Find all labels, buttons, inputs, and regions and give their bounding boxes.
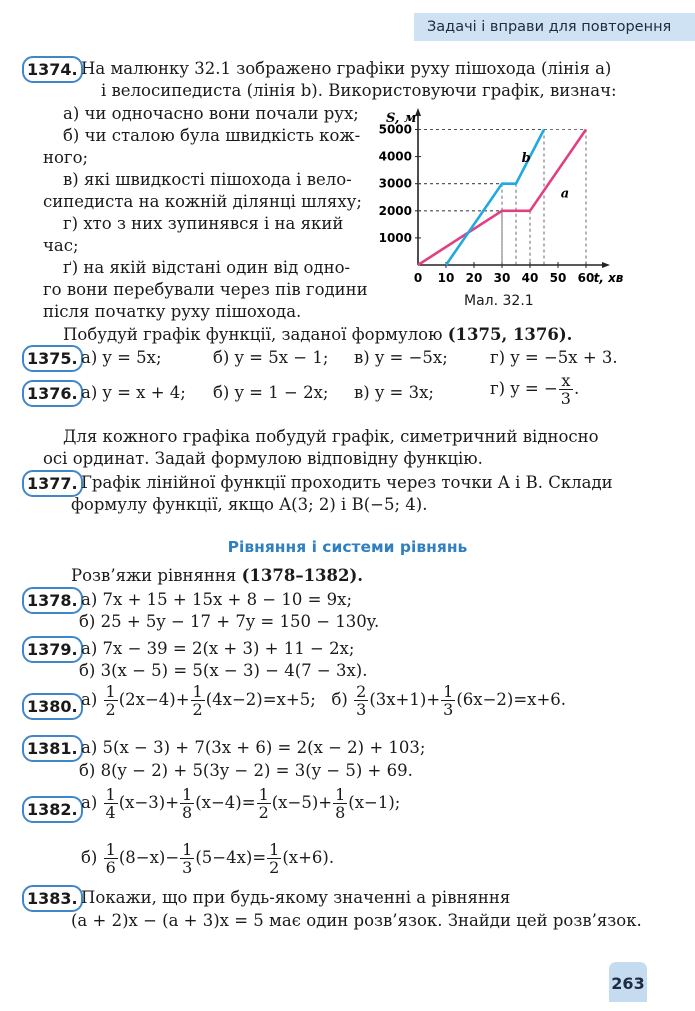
text-1376-b: б) y = 1 − 2x;	[213, 383, 329, 402]
text-1374-b1: б) чи сталою була швидкість кож-	[63, 126, 361, 145]
text-1374-v1: в) які швидкості пішохода і вело-	[63, 170, 352, 189]
x-tick-label: 40	[521, 271, 539, 285]
text-1383-line1: Покажи, що при будь-якому значенні a рівняння	[81, 888, 511, 907]
text-1375-a: а) y = 5x;	[81, 348, 162, 367]
text-1376-v: в) y = 3x;	[354, 383, 434, 402]
exercise-number-1375: 1375.	[22, 345, 83, 372]
y-tick-label: 5000	[378, 122, 412, 137]
text-1374-line1: На малюнку 32.1 зображено графіки руху пішохода (лінія a)	[81, 59, 612, 78]
exercise-number-1378: 1378.	[22, 587, 83, 614]
text-1374-line2: і велосипедиста (лінія b). Використовуючи графік, визнач:	[101, 81, 617, 100]
text-1382-a: а) $\frac{1}{4}$ (x−3)+ $\frac{1}{8}$ (x−4)= $\frac{1}{2}$ (x−5)+ $\frac{1}{8}$ (x−1);	[81, 785, 401, 822]
page-number: 263	[609, 962, 647, 1002]
intro-1375-range: (1375, 1376).	[447, 325, 573, 344]
exercise-number-1376: 1376.	[22, 380, 83, 407]
text-symmetry-1: Для кожного графіка побудуй графік, симетричний відносно	[63, 427, 599, 446]
fraction: $\frac{x}{3}$	[560, 371, 571, 408]
y-tick-label: 3000	[378, 176, 412, 191]
y-tick-label: 1000	[378, 230, 412, 245]
exercise-number-1374: 1374.	[22, 56, 83, 83]
exercise-number-1377: 1377.	[22, 470, 83, 497]
exercise-number-1382: 1382.	[22, 796, 83, 823]
series-label-b: b	[521, 151, 531, 167]
text-1378-b: б) 25 + 5y − 17 + 7y = 150 − 130y.	[79, 612, 380, 631]
text-1374-a: а) чи одночасно вони почали рух;	[63, 104, 359, 123]
text-1374-g2: час;	[43, 236, 79, 255]
text-1379-a: а) 7x − 39 = 2(x + 3) + 11 − 2x;	[81, 639, 355, 658]
text-1374-g1: г) хто з них зупинявся і на який	[63, 214, 344, 233]
x-tick-label: 0	[413, 271, 423, 285]
exercise-number-1379: 1379.	[22, 636, 83, 663]
text-symmetry-2: осі ординат. Задай формулою відповідну функцію.	[43, 449, 483, 468]
x-tick-label: 10	[437, 271, 455, 285]
y-axis-label: S, м	[386, 110, 417, 126]
intro-1375-text: Побудуй графік функції, заданої формулою	[63, 325, 443, 344]
text-1374-gg1: ґ) на якій відстані один від одно-	[63, 258, 351, 277]
text-1382-b: б) $\frac{1}{6}$ (8−x)− $\frac{1}{3}$ (5−4x)= $\frac{1}{2}$ (x+6).	[81, 840, 335, 877]
intro-1378: Розв’яжи рівняння (1378–1382).	[71, 566, 364, 585]
text-1376-g: г) y = − $\frac{x}{3}$ .	[490, 371, 580, 408]
text-1381-a: а) 5(x − 3) + 7(3x + 6) = 2(x − 2) + 103;	[81, 738, 426, 757]
text-1374-b2: ного;	[43, 148, 89, 167]
text-1374-gg2: го вони перебували через пів години	[43, 280, 368, 299]
exercise-number-1380: 1380.	[22, 693, 83, 720]
intro-1375	[63, 325, 572, 345]
x-tick-label: 50	[549, 271, 567, 285]
text-1377-line2: формулу функції, якщо A(3; 2) і B(−5; 4).	[71, 495, 428, 514]
text-1383-line2: (a + 2)x − (a + 3)x = 5 має один розв’язок. Знайди цей розв’язок.	[71, 911, 642, 930]
text-1381-b: б) 8(y − 2) + 5(3y − 2) = 3(y − 5) + 69.	[79, 761, 413, 780]
x-tick-label: 30	[493, 271, 511, 285]
text-1379-b: б) 3(x − 5) = 5(x − 3) − 4(7 − 3x).	[79, 661, 368, 680]
section-title: Рівняння і системи рівнянь	[227, 538, 468, 556]
text-1375-g: г) y = −5x + 3.	[490, 348, 618, 367]
text-1376-a: а) y = x + 4;	[81, 383, 186, 402]
x-tick-label: 20	[465, 271, 483, 285]
text-1374-gg3: після початку руху пішохода.	[43, 302, 302, 321]
figure-caption: Мал. 32.1	[464, 293, 534, 309]
y-tick-label: 4000	[378, 149, 412, 164]
text-1375-b: б) y = 5x − 1;	[213, 348, 329, 367]
y-tick-label: 2000	[378, 203, 412, 218]
text-1374-v2: сипедиста на кожній ділянці шляху;	[43, 192, 362, 211]
x-axis-label: t, хв	[593, 271, 624, 285]
running-header: Задачі і вправи для повторення	[414, 13, 695, 41]
exercise-number-1381: 1381.	[22, 735, 83, 762]
text-1380: а) $\frac{1}{2}$ (2x−4)+ $\frac{1}{2}$ (4x−2)=x+5; б) $\frac{2}{3}$ (3x+1)+ $\frac{1}{3}$ (6x−2)=x+6.	[81, 682, 567, 719]
series-line-b	[446, 130, 544, 266]
exercise-number-1383: 1383.	[22, 885, 83, 912]
text-1378-a: а) 7x + 15 + 15x + 8 − 10 = 9x;	[81, 590, 353, 609]
motion-graph	[370, 105, 624, 300]
text-1375-v: в) y = −5x;	[354, 348, 448, 367]
x-axis-arrow	[602, 262, 610, 268]
x-tick-label: 60	[577, 271, 595, 285]
text-1377-line1: Графік лінійної функції проходить через точки A і B. Склади	[81, 473, 613, 492]
series-label-a: a	[560, 186, 570, 202]
